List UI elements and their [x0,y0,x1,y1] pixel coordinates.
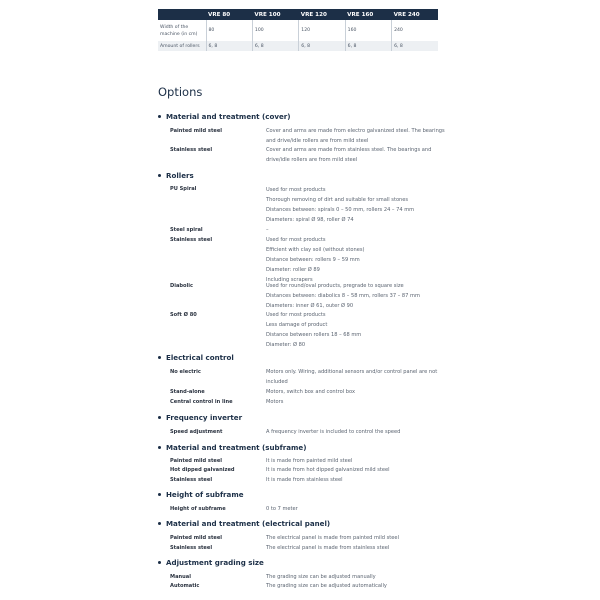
option-label: Stainless steel [170,237,213,243]
spec-cell: 6, 8 [345,41,391,51]
spec-header-vre100: VRE 100 [252,9,298,20]
spec-row-width [158,20,438,41]
option-label: Painted mild steel [170,535,223,541]
spec-header-vre80: VRE 80 [206,9,252,20]
option-desc-line: included [266,379,288,385]
option-desc-line: Used for most products [266,237,326,243]
option-desc-line: Distances between: spirals 0 – 50 mm, rollers 24 – 74 mm [266,207,415,213]
option-desc [266,367,438,387]
option-desc-line: Diameter: Ø 80 [266,342,306,348]
option-desc [266,543,438,553]
option-desc-line: The electrical panel is made from stainless steel [266,545,390,551]
spec-header-vre120: VRE 120 [299,9,345,20]
option-desc [266,235,438,285]
option-desc-line: It is made from hot dipped galvanized mild steel [266,467,390,473]
option-desc [266,310,438,350]
bullet-icon [158,522,161,525]
section-title-electrical-panel: Material and treatment (electrical panel) [166,519,331,528]
option-desc-line: It is made from stainless steel [266,477,343,483]
option-desc-line: Distance between rollers 18 – 68 mm [266,332,362,338]
option-label: PU Spiral [170,186,197,192]
option-desc-line: Used for most products [266,312,326,318]
option-label: Steel spiral [170,227,203,233]
option-desc-line: Including scrapers [266,277,313,283]
option-desc-line: Diameter: roller Ø 89 [266,267,320,273]
bullet-icon [158,446,161,449]
option-label: Diabolic [170,283,194,289]
option-desc-line: Distance between: rollers 9 – 59 mm [266,257,360,263]
option-label: Stand-alone [170,389,205,395]
spec-table [158,9,438,51]
option-desc-line: Distances between: diabolics 8 – 58 mm, rollers 37 – 87 mm [266,293,420,299]
option-desc-line: Motors only. Wiring, additional sensors and/or control panel are not [266,369,438,375]
option-desc-line: Motors [266,399,284,405]
option-desc [266,145,438,165]
option-desc-line: – [266,227,269,233]
bullet-icon [158,416,161,419]
option-desc-line: The grading size can be adjusted manually [266,574,376,580]
option-desc [266,581,438,591]
option-desc-line: Used for round/oval products, pregrade to square size [266,283,404,289]
option-desc [266,504,438,514]
option-desc-line: A frequency inverter is included to control the speed [266,429,401,435]
option-desc [266,475,438,485]
option-label: Height of subframe [170,506,226,512]
option-label: Manual [170,574,191,580]
option-desc-line: The grading size can be adjusted automatically [266,583,387,589]
option-desc [266,427,438,437]
spec-row-label: Amount of rollers [158,41,206,51]
spec-cell: 6, 8 [392,41,438,51]
option-desc-line: It is made from painted mild steel [266,458,353,464]
spec-cell: 240 [392,20,438,41]
section-title-rollers: Rollers [166,171,194,180]
option-label: Painted mild steel [170,128,223,134]
spec-row-rollers [158,41,438,51]
option-desc-line: The electrical panel is made from painted mild steel [266,535,399,541]
option-label: Central control in line [170,399,233,405]
option-desc-line: Diameters: inner Ø 61, outer Ø 90 [266,303,354,309]
spec-cell: 6, 8 [206,41,252,51]
section-title-electrical-control: Electrical control [166,353,234,362]
option-desc [266,387,438,397]
spec-cell: 100 [252,20,298,41]
spec-cell: 6, 8 [252,41,298,51]
option-desc-line: Used for most products [266,187,326,193]
option-desc-line: 0 to 7 meter [266,506,298,512]
section-title-subframe: Material and treatment (subframe) [166,443,307,452]
option-desc [266,533,438,543]
option-desc [266,281,438,311]
option-label: No electric [170,369,201,375]
spec-header-vre160: VRE 160 [345,9,391,20]
option-desc [266,397,438,407]
option-label: Stainless steel [170,147,213,153]
section-title-grading-size: Adjustment grading size [166,558,264,567]
spec-cell: 120 [299,20,345,41]
option-desc-line: Efficient with clay soil (without stones) [266,247,365,253]
option-label: Stainless steel [170,477,213,483]
option-desc-line: Cover and arms are made from stainless steel. The bearings and [266,147,432,153]
option-desc [266,126,445,146]
option-desc-line: Diameters: spiral Ø 98, roller Ø 74 [266,217,354,223]
option-desc [266,185,438,225]
section-title-frequency-inverter: Frequency inverter [166,413,243,422]
option-desc-line: drive/idle rollers are from mild steel [266,157,358,163]
section-title-cover: Material and treatment (cover) [166,112,291,121]
option-desc [266,225,438,235]
options-title: Options [158,85,203,99]
spec-row-label: Width of the machine (in cm) [158,20,206,41]
option-label: Automatic [170,583,200,589]
spec-cell: 6, 8 [299,41,345,51]
bullet-icon [158,115,161,118]
spec-header-vre240: VRE 240 [392,9,438,20]
option-label: Stainless steel [170,545,213,551]
option-desc-line: Cover and arms are made from electro galvanized steel. The bearings [266,128,445,134]
bullet-icon [158,174,161,177]
option-label: Painted mild steel [170,458,223,464]
option-desc-line: and drive/idle rollers are from mild steel [266,138,369,144]
option-label: Soft Ø 80 [170,312,197,318]
spec-cell: 160 [345,20,391,41]
bullet-icon [158,356,161,359]
option-desc-line: Motors, switch box and control box [266,389,356,395]
option-desc-line: Thorough removing of dirt and suitable for small stones [266,197,409,203]
bullet-icon [158,493,161,496]
section-title-height-subframe: Height of subframe [166,490,244,499]
option-desc [266,465,438,475]
spec-cell: 80 [206,20,252,41]
option-label: Hot dipped galvanized [170,467,235,473]
option-label: Speed adjustment [170,429,223,435]
spec-header-row [158,9,438,20]
bullet-icon [158,561,161,564]
option-desc-line: Less damage of product [266,322,328,328]
spec-header-empty [158,9,206,20]
